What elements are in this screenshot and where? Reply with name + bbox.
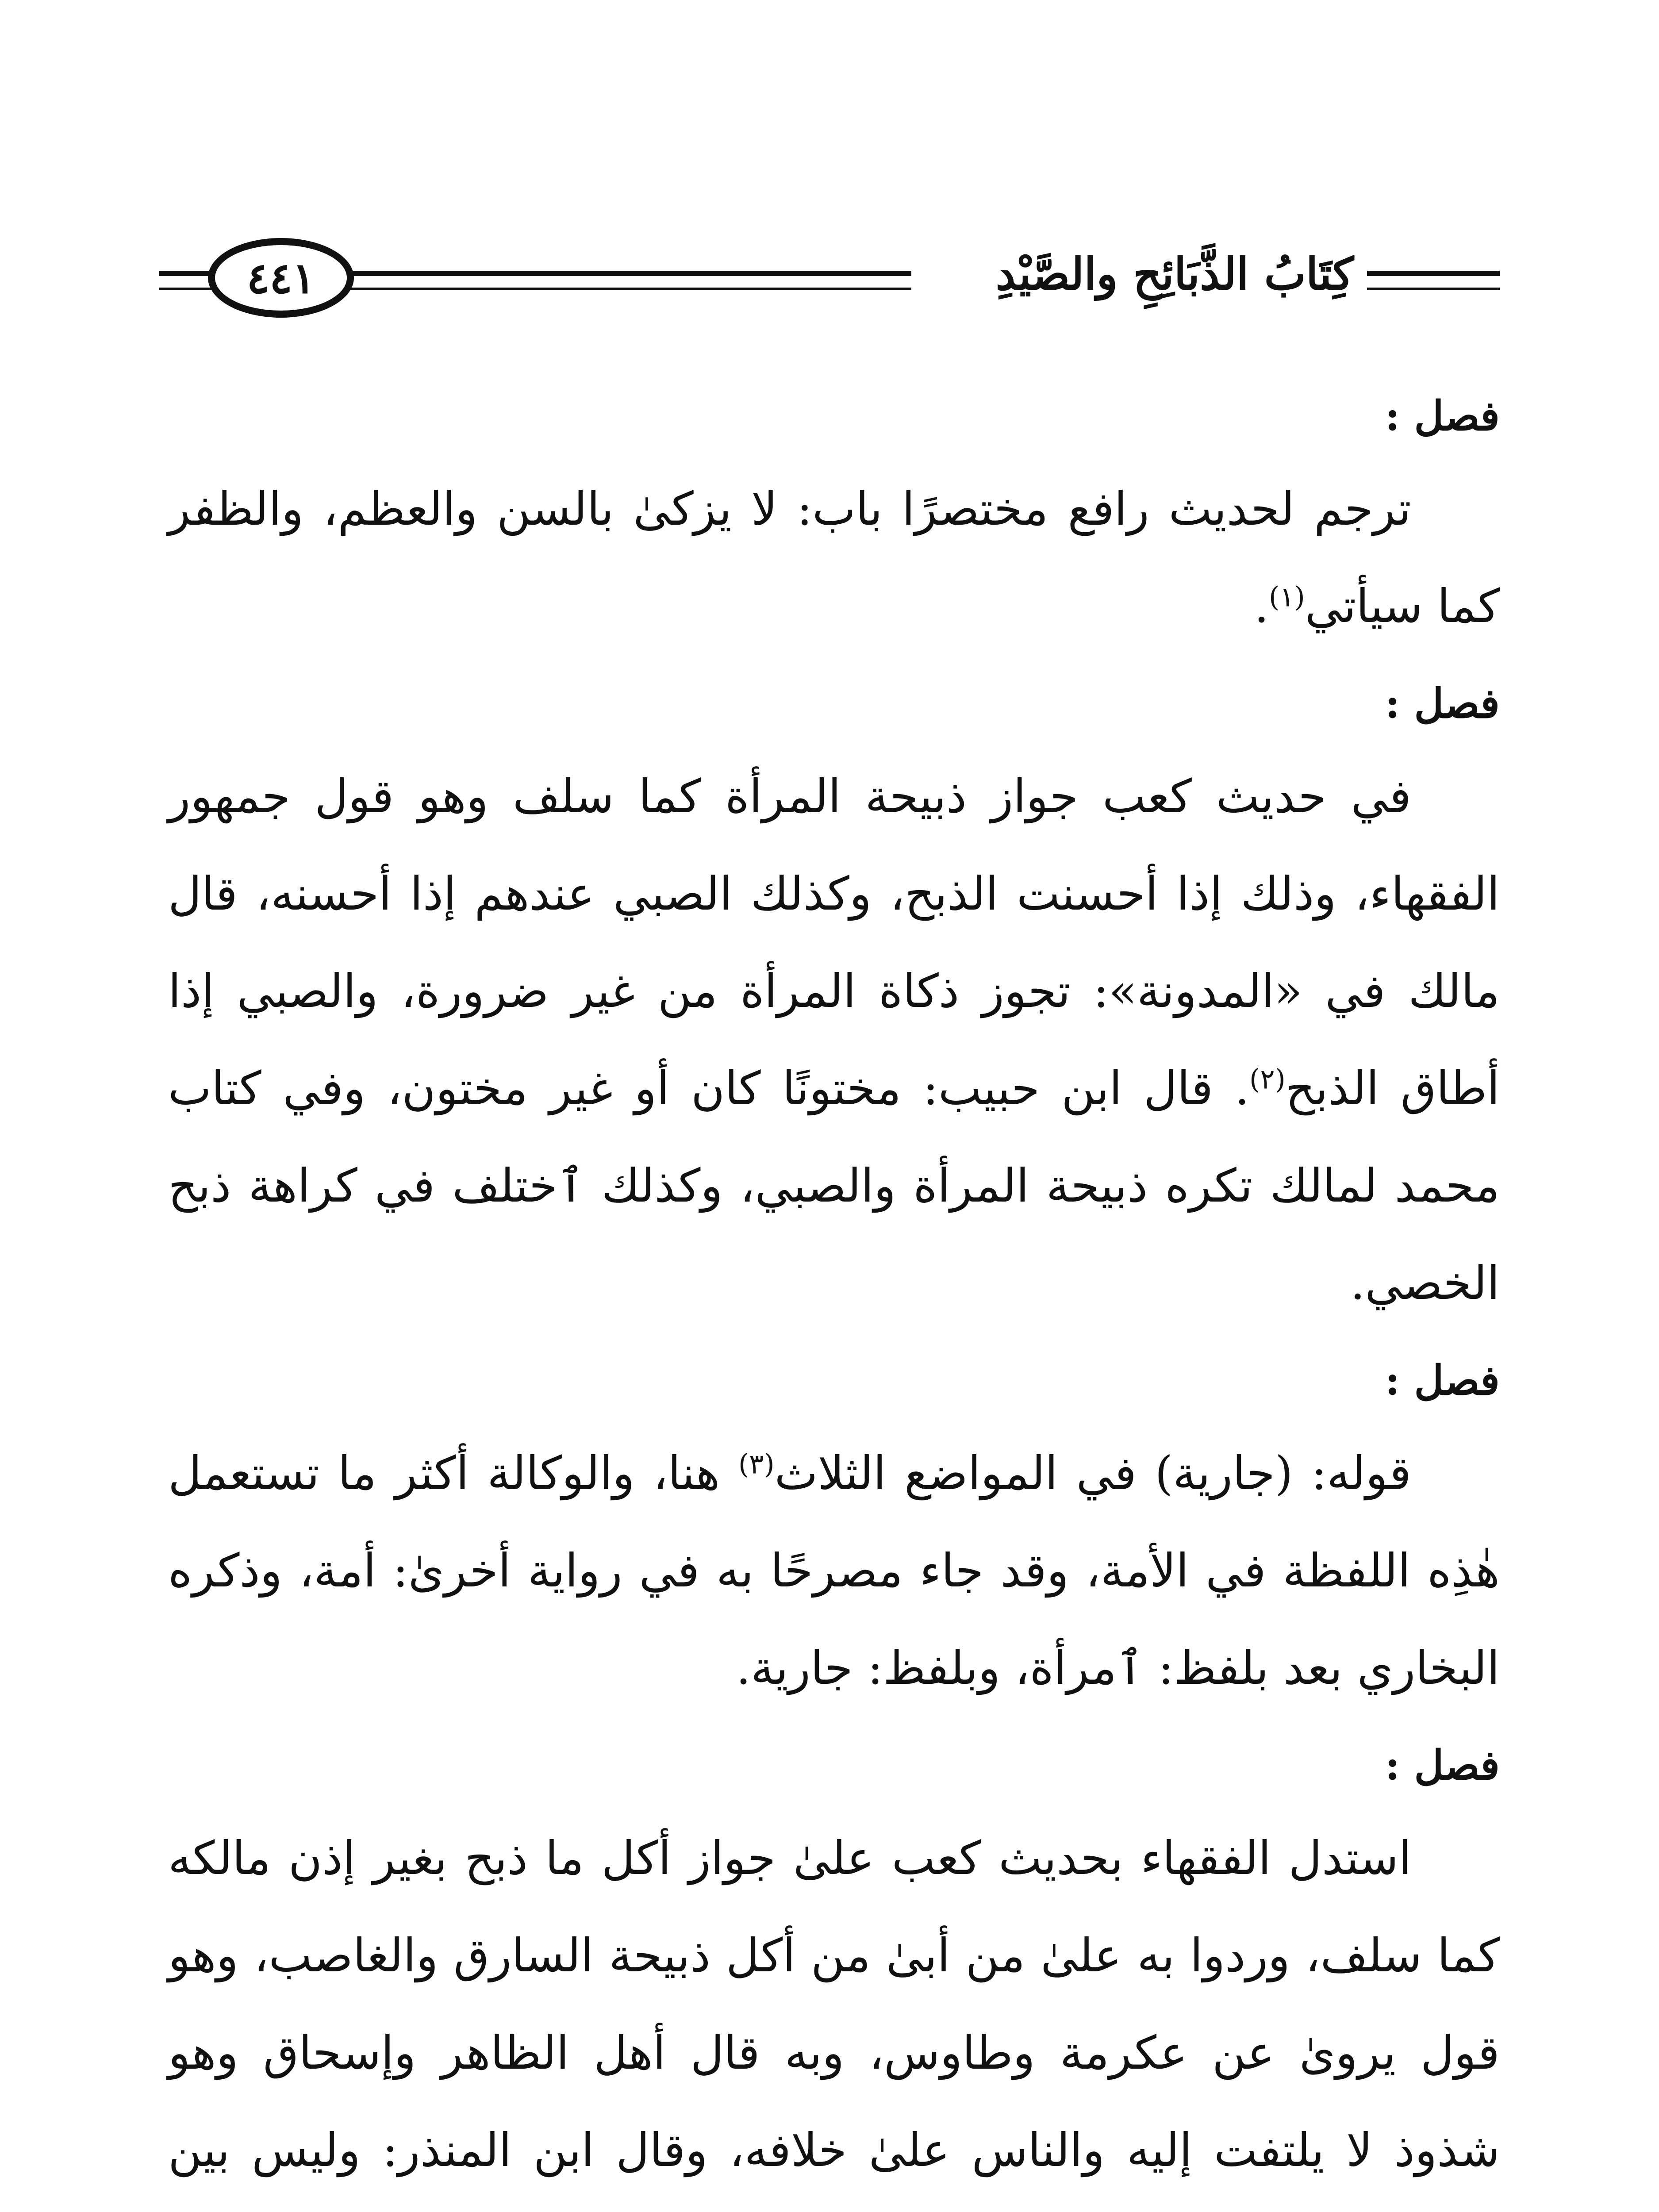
- main-text: [168, 372, 1500, 2212]
- section-title: فصل :: [1385, 392, 1500, 440]
- paragraph: [168, 460, 1500, 655]
- paragraph: [168, 748, 1500, 1332]
- footnote-ref: (١): [1269, 580, 1305, 613]
- section-title: فصل :: [1385, 680, 1500, 727]
- section-3: [168, 1336, 1500, 1717]
- header-rule-right: [1367, 271, 1500, 276]
- paragraph-text: . قال ابن حبيب: مختونًا كان أو غير مختون، وفي كتاب محمد لمالك تكره ذبيحة المرأة والصبي، وكذلك ٱختلف في كراهة ذبح الخصي.: [168, 1061, 1500, 1310]
- section-title: فصل :: [1385, 1741, 1500, 1789]
- paragraph-text: قوله: (جارية) في المواضع الثلاث: [774, 1446, 1411, 1500]
- section-1: [168, 372, 1500, 655]
- section-4: [168, 1721, 1500, 2212]
- section-2: [168, 659, 1500, 1332]
- paragraph: [168, 1809, 1500, 2212]
- paragraph-text: استدل الفقهاء بحديث كعب علىٰ جواز أكل ما ذبح بغير إذن مالكه كما سلف، وردوا به علىٰ من أبىٰ من أكل ذبيحة السارق والغاصب، وهو قول يروىٰ عن عكرمة وطاوس، وبه قال أهل الظاهر وإسحاق وهو شذوذ لا يلتفت إليه والناس علىٰ خلافه، وقال ابن المنذر: وليس بين: [168, 1831, 1500, 2177]
- header-rule-middle-thin: [345, 288, 911, 290]
- paragraph-text: في حديث كعب جواز ذبيحة المرأة كما سلف وهو قول جمهور الفقهاء، وذلك إذا أحسنت الذبح، وكذلك الصبي عندهم إذا أحسنه، قال مالك في «المدونة»: تجوز ذكاة المرأة من غير ضرورة، والصبي إذا أطاق الذبح: [168, 769, 1500, 1115]
- header-rule-right-thin: [1367, 288, 1500, 290]
- paragraph: [168, 1425, 1500, 1717]
- book-title: كِتَابُ الذَّبَائِحِ والصَّيْدِ: [995, 248, 1354, 300]
- running-header: [159, 230, 1500, 336]
- section-title: فصل :: [1385, 1356, 1500, 1404]
- paragraph-text: هنا، والوكالة أكثر ما تستعمل هٰذِه اللفظة في الأمة، وقد جاء مصرحًا به في رواية أخرىٰ: أمة، وذكره البخاري بعد بلفظ: ٱمرأة، وبلفظ: جارية.: [168, 1446, 1500, 1695]
- paragraph-text: ترجم لحديث رافع مختصرًا باب: لا يزكىٰ بالسن والعظم، والظفر كما سيأتي: [168, 482, 1500, 633]
- paragraph-text: .: [1254, 579, 1269, 633]
- footnote-ref: (٣): [738, 1448, 775, 1480]
- footnote-ref: (٢): [1249, 1063, 1286, 1095]
- header-rule-middle: [345, 271, 911, 276]
- page-number: ٤٤١: [208, 238, 354, 318]
